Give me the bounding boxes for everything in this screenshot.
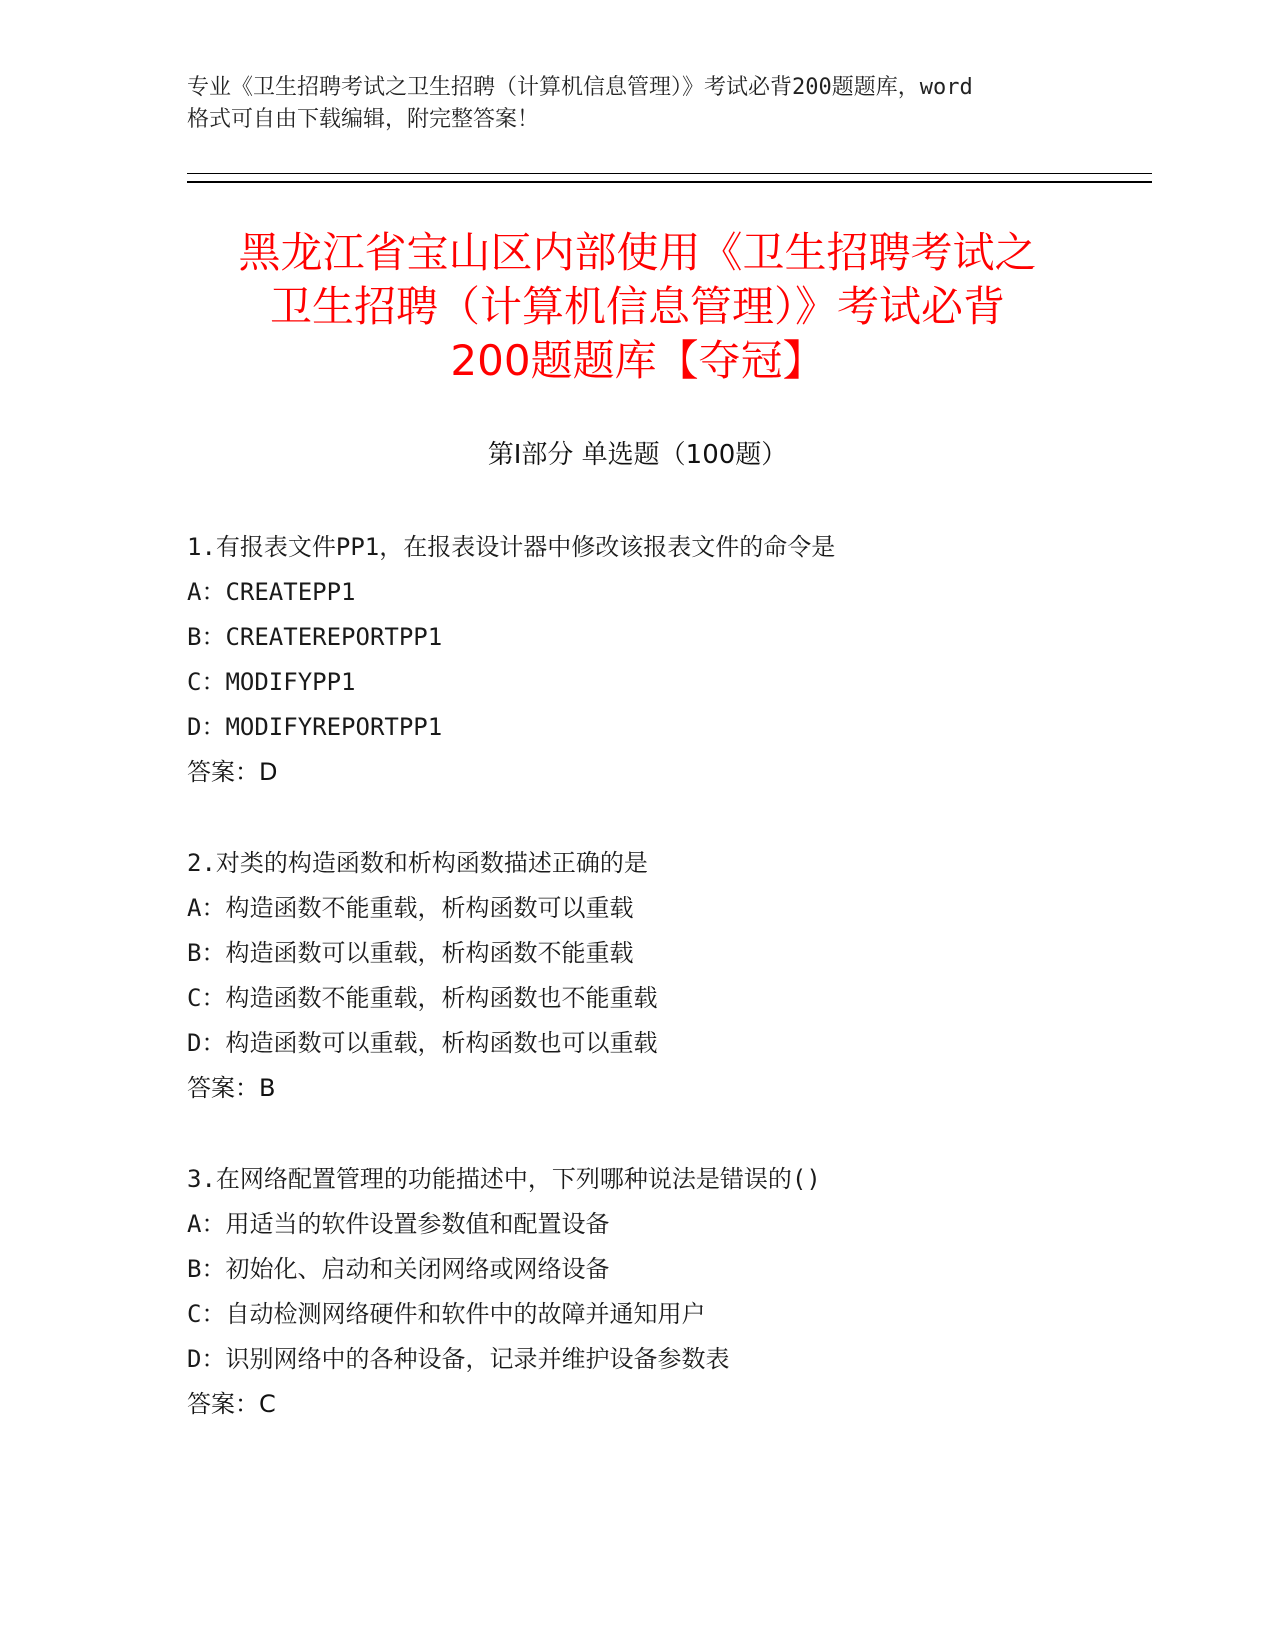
- option-c: C：自动检测网络硬件和软件中的故障并通知用户: [187, 1300, 706, 1328]
- answer-line: 答案：D: [187, 758, 278, 786]
- option-c: C：MODIFYPP1: [187, 668, 356, 696]
- option-d: D：构造函数可以重载，析构函数也可以重载: [187, 1029, 658, 1057]
- answer-line: 答案：B: [187, 1074, 276, 1102]
- option-b: B：构造函数可以重载，析构函数不能重载: [187, 939, 634, 967]
- option-a: A：CREATEPP1: [187, 578, 356, 606]
- header-divider-thick: [187, 181, 1152, 183]
- document-title-line-2: 卫生招聘（计算机信息管理）》考试必背: [269, 282, 1005, 331]
- option-b: B：CREATEREPORTPP1: [187, 623, 443, 651]
- question-item: [187, 1157, 1147, 1427]
- question-stem: 2.对类的构造函数和析构函数描述正确的是: [187, 849, 648, 877]
- header-divider-thin: [187, 173, 1152, 174]
- option-d: D：MODIFYREPORTPP1: [187, 713, 443, 741]
- header-note: [187, 72, 1087, 136]
- answer-line: 答案：C: [187, 1390, 276, 1418]
- document-title-line-3: 200题题库【夺冠】: [450, 336, 825, 385]
- document-title: [150, 226, 1125, 388]
- section-heading: 第Ⅰ部分 单选题（100题）: [487, 440, 788, 470]
- option-d: D：识别网络中的各种设备，记录并维护设备参数表: [187, 1345, 730, 1373]
- header-note-line-2: 格式可自由下载编辑，附完整答案！: [187, 107, 540, 132]
- question-item: [187, 525, 1147, 795]
- option-a: A：用适当的软件设置参数值和配置设备: [187, 1210, 610, 1238]
- option-c: C：构造函数不能重载，析构函数也不能重载: [187, 984, 658, 1012]
- question-list: [187, 525, 1147, 1473]
- header-note-line-1: 专业《卫生招聘考试之卫生招聘（计算机信息管理）》考试必背200题题库，word: [187, 75, 973, 100]
- question-item: [187, 841, 1147, 1111]
- question-stem: 1.有报表文件PP1，在报表设计器中修改该报表文件的命令是: [187, 533, 836, 561]
- option-a: A：构造函数不能重载，析构函数可以重载: [187, 894, 634, 922]
- question-stem: 3.在网络配置管理的功能描述中，下列哪种说法是错误的(): [187, 1165, 821, 1193]
- option-b: B：初始化、启动和关闭网络或网络设备: [187, 1255, 610, 1283]
- document-title-line-1: 黑龙江省宝山区内部使用《卫生招聘考试之: [238, 228, 1037, 277]
